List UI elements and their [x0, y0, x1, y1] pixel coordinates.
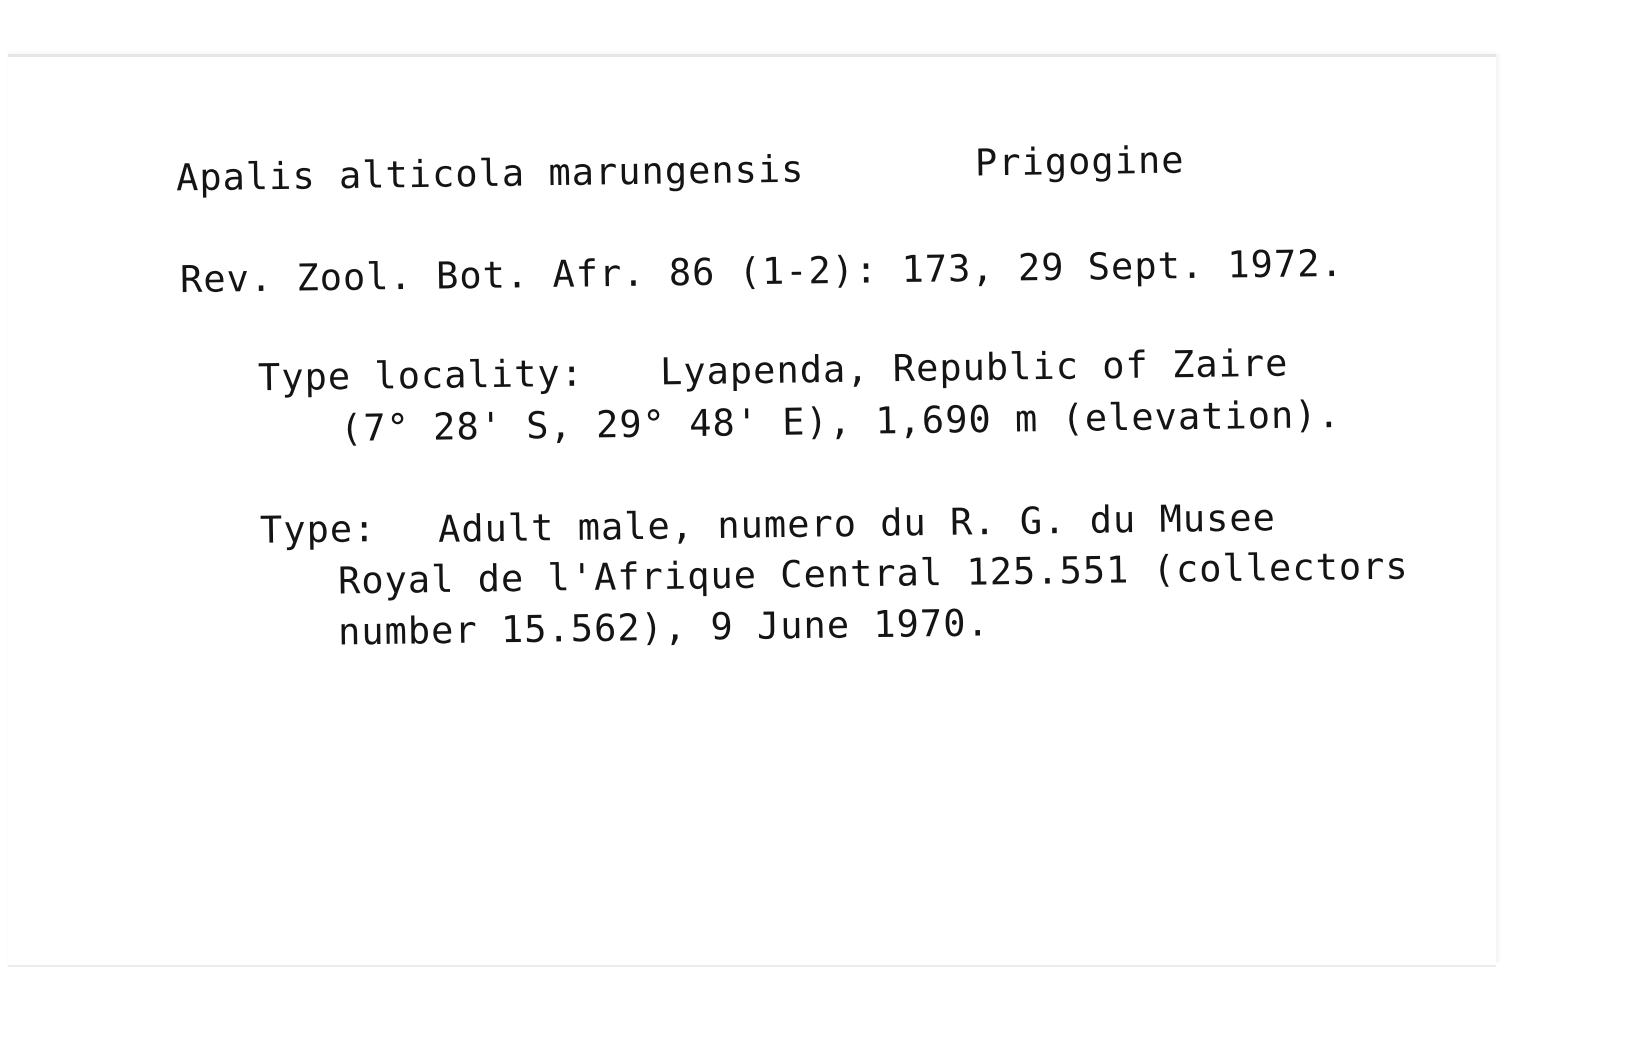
card-edge-shadow — [1496, 54, 1502, 962]
species-name: Apalis alticola marungensis — [175, 147, 805, 200]
type-specimen-line-1: Adult male, numero du R. G. du Musee — [437, 496, 1277, 551]
type-label: Type: — [259, 507, 377, 552]
type-specimen-line-2: Royal de l'Afrique Central 125.551 (collectors — [337, 544, 1409, 603]
type-locality-label: Type locality: — [257, 351, 585, 400]
type-specimen-line-3: number 15.562), 9 June 1970. — [337, 601, 990, 654]
author-name: Prigogine — [974, 138, 1185, 185]
citation: Rev. Zool. Bot. Afr. 86 (1-2): 173, 29 Sept. 1972. — [179, 241, 1345, 302]
type-locality-place: Lyapenda, Republic of Zaire — [659, 341, 1289, 394]
type-locality-coordinates: (7° 28' S, 29° 48' E), 1,690 m (elevation). — [339, 393, 1342, 450]
